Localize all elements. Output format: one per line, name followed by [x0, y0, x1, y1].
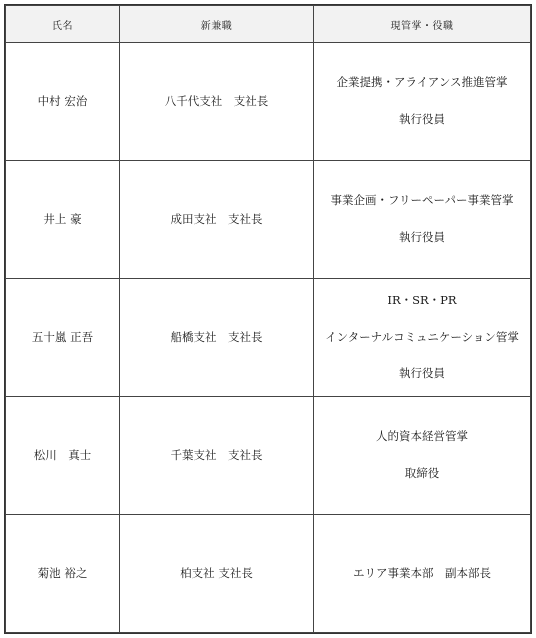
role-line: 執行役員: [399, 230, 445, 244]
table-row: [6, 43, 531, 161]
cell-name: 五十嵐 正吾: [6, 279, 120, 397]
header-name: 氏名: [6, 6, 120, 43]
role-line: 企業提携・アライアンス推進管掌: [336, 75, 508, 90]
cell-new-position: 成田支社 支社長: [120, 161, 314, 279]
role-line: IR・SR・PR: [387, 292, 457, 307]
cell-current-role: [314, 279, 531, 397]
appointments-table-container: [4, 4, 532, 634]
role-line: インターナルコミュニケーション管掌: [325, 329, 519, 344]
appointments-table: [5, 5, 531, 633]
table-header-row: [6, 6, 531, 43]
table-row: [6, 161, 531, 279]
cell-new-position: 船橋支社 支社長: [120, 279, 314, 397]
cell-current-role: [314, 397, 531, 515]
cell-current-role: [314, 43, 531, 161]
cell-new-position: 千葉支社 支社長: [120, 397, 314, 515]
cell-name: 松川 真士: [6, 397, 120, 515]
header-new-position: 新兼職: [120, 6, 314, 43]
cell-name: 菊池 裕之: [6, 515, 120, 633]
table-row: [6, 515, 531, 633]
role-line: 事業企画・フリーペーパー事業管掌: [330, 193, 514, 208]
table-row: [6, 397, 531, 515]
role-line: エリア事業本部 副本部長: [353, 565, 491, 580]
role-line: 人的資本経営管掌: [376, 429, 468, 444]
cell-name: 中村 宏治: [6, 43, 120, 161]
role-line: 執行役員: [399, 112, 445, 126]
cell-current-role: [314, 161, 531, 279]
role-line: 取締役: [404, 466, 440, 480]
role-line: 執行役員: [399, 366, 445, 381]
cell-name: 井上 豪: [6, 161, 120, 279]
cell-new-position: 柏支社 支社長: [120, 515, 314, 633]
header-current-role: 現管掌・役職: [314, 6, 531, 43]
cell-new-position: 八千代支社 支社長: [120, 43, 314, 161]
table-row: [6, 279, 531, 397]
cell-current-role: [314, 515, 531, 633]
